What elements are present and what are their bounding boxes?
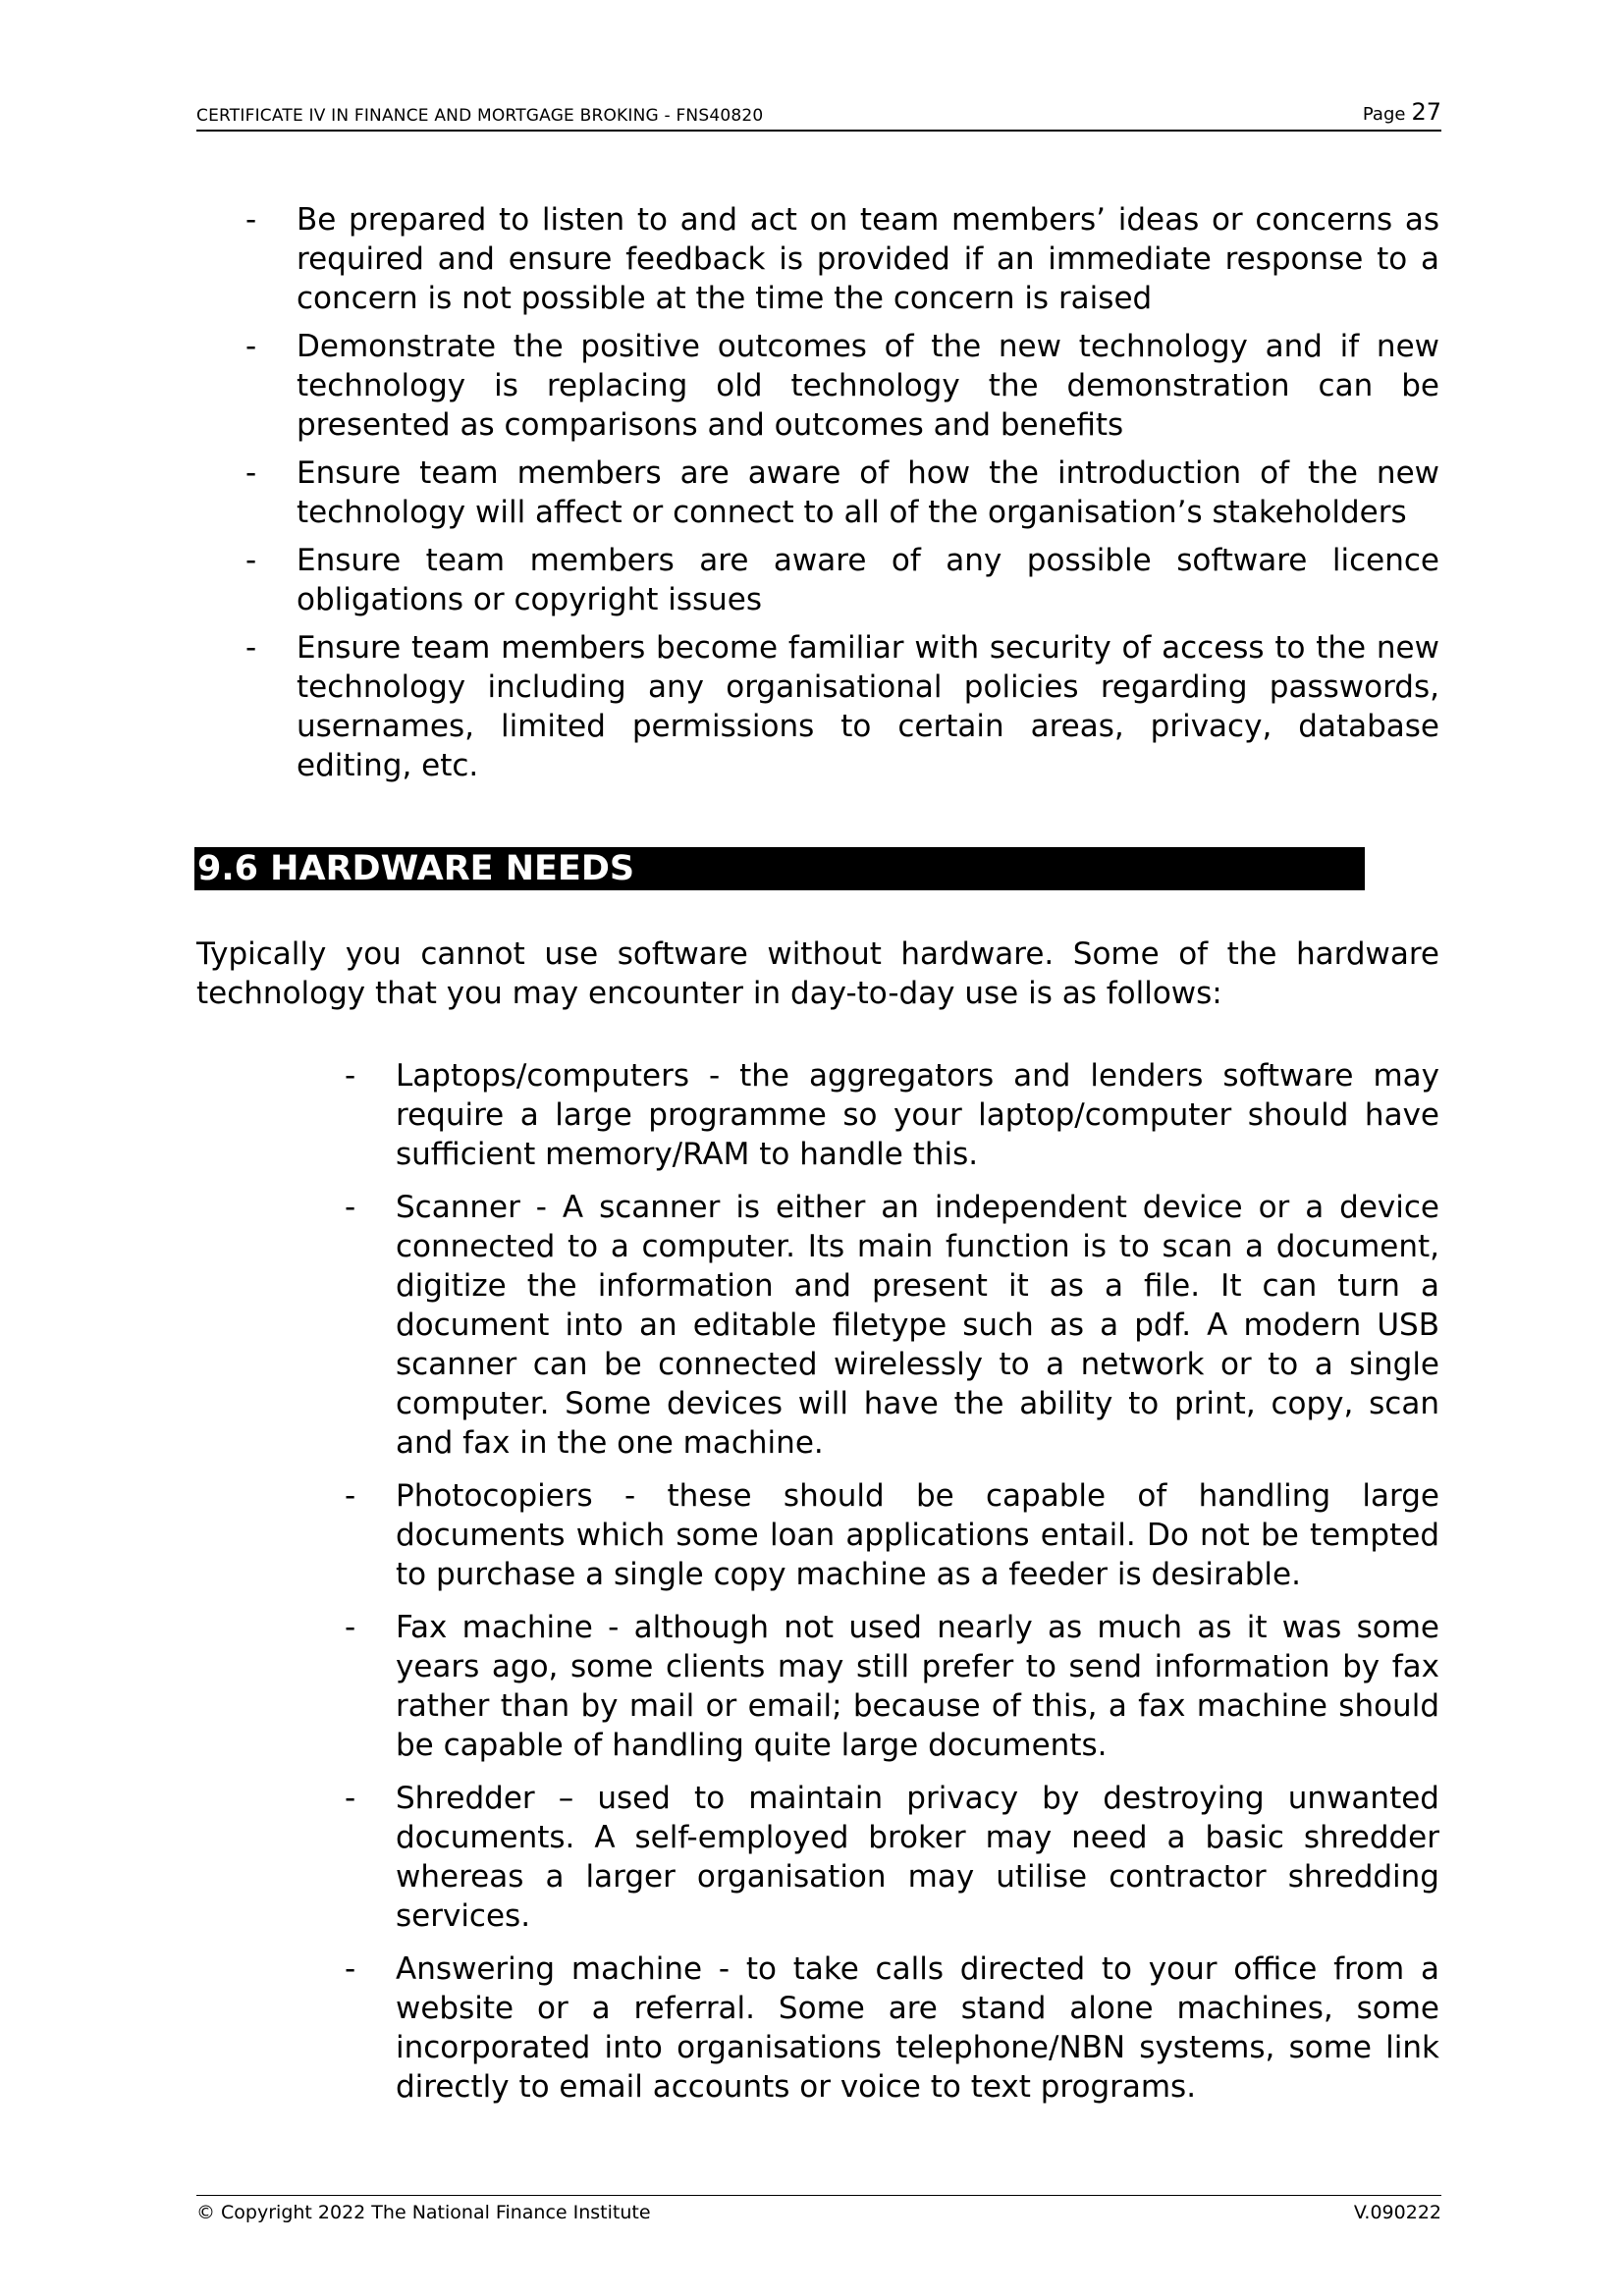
list-item-text: Be prepared to listen to and act on team members’ ideas or concerns as required and ensure feedback is provided if an immediate response to a concern is not possible at the time the concern is raised	[297, 202, 1439, 316]
list-item	[245, 628, 1439, 785]
version-label: V.090222	[1353, 2202, 1441, 2223]
bullet-dash: -	[345, 1478, 356, 1514]
list-item-text: Ensure team members are aware of how the introduction of the new technology will affect or connect to all of the organisation’s stakeholders	[297, 455, 1439, 530]
document-title: CERTIFICATE IV IN FINANCE AND MORTGAGE BROKING - FNS40820	[196, 106, 764, 126]
list-item	[245, 541, 1439, 619]
bullet-dash: -	[345, 1951, 356, 1987]
list-item	[345, 1949, 1439, 2107]
list-item-text: Ensure team members become familiar with security of access to the new technology including any organisational policies regarding passwords, usernames, limited permissions to certain areas, privacy, database editing, etc.	[297, 630, 1439, 783]
list-item	[245, 454, 1439, 532]
bullet-dash: -	[245, 543, 257, 578]
hardware-list	[345, 1056, 1439, 2120]
list-item	[245, 327, 1439, 445]
page-indicator	[1363, 98, 1441, 126]
bullet-dash: -	[245, 455, 257, 491]
list-item-text: Photocopiers - these should be capable of handling large documents which some loan applications entail. Do not be tempted to purchase a single copy machine as a feeder is desirable.	[396, 1478, 1439, 1592]
list-item	[345, 1476, 1439, 1594]
list-item	[345, 1056, 1439, 1174]
page-number: 27	[1411, 98, 1441, 126]
copyright-notice: © Copyright 2022 The National Finance Institute	[196, 2202, 651, 2223]
page-footer	[196, 2195, 1441, 2225]
list-item-text: Shredder – used to maintain privacy by destroying unwanted documents. A self-employed broker may need a basic shredder whereas a larger organisation may utilise contractor shredding services.	[396, 1781, 1439, 1934]
list-item-text: Ensure team members are aware of any possible software licence obligations or copyright issues	[297, 543, 1439, 617]
bullet-dash: -	[245, 630, 257, 666]
bullet-dash: -	[345, 1781, 356, 1816]
list-item-text: Laptops/computers - the aggregators and lenders software may require a large programme so your laptop/computer should have sufficient memory/RAM to handle this.	[396, 1058, 1439, 1172]
section-intro: Typically you cannot use software without hardware. Some of the hardware technology that you may encounter in day-to-day use is as follows:	[196, 936, 1439, 1011]
list-item	[345, 1608, 1439, 1765]
list-item-text: Scanner - A scanner is either an independent device or a device connected to a computer. Its main function is to scan a document, digitize the information and present it as a file. It can turn a document into an editable filetype such as a pdf. A modern USB scanner can be connected wirelessly to a network or to a single computer. Some devices will have the ability to print, copy, scan and fax in the one machine.	[396, 1190, 1439, 1461]
list-item-text: Answering machine - to take calls directed to your office from a website or a referral. Some are stand alone machines, some incorporated into organisations telephone/NBN systems, some link directly to email accounts or voice to text programs.	[396, 1951, 1439, 2105]
bullet-dash: -	[245, 329, 257, 364]
list-item-text: Fax machine - although not used nearly as much as it was some years ago, some clients may still prefer to send information by fax rather than by mail or email; because of this, a fax machine should be capable of handling quite large documents.	[396, 1610, 1439, 1763]
team-guidance-list	[245, 200, 1439, 794]
bullet-dash: -	[245, 202, 257, 238]
page-header	[196, 96, 1441, 132]
list-item	[345, 1188, 1439, 1463]
bullet-dash: -	[345, 1190, 356, 1225]
page-label: Page	[1362, 104, 1406, 125]
bullet-dash: -	[345, 1058, 356, 1094]
list-item-text: Demonstrate the positive outcomes of the new technology and if new technology is replacing old technology the demonstration can be presented as comparisons and outcomes and benefits	[297, 329, 1439, 443]
list-item	[245, 200, 1439, 318]
list-item	[345, 1779, 1439, 1936]
section-heading: 9.6 HARDWARE NEEDS	[194, 847, 1365, 890]
bullet-dash: -	[345, 1610, 356, 1645]
